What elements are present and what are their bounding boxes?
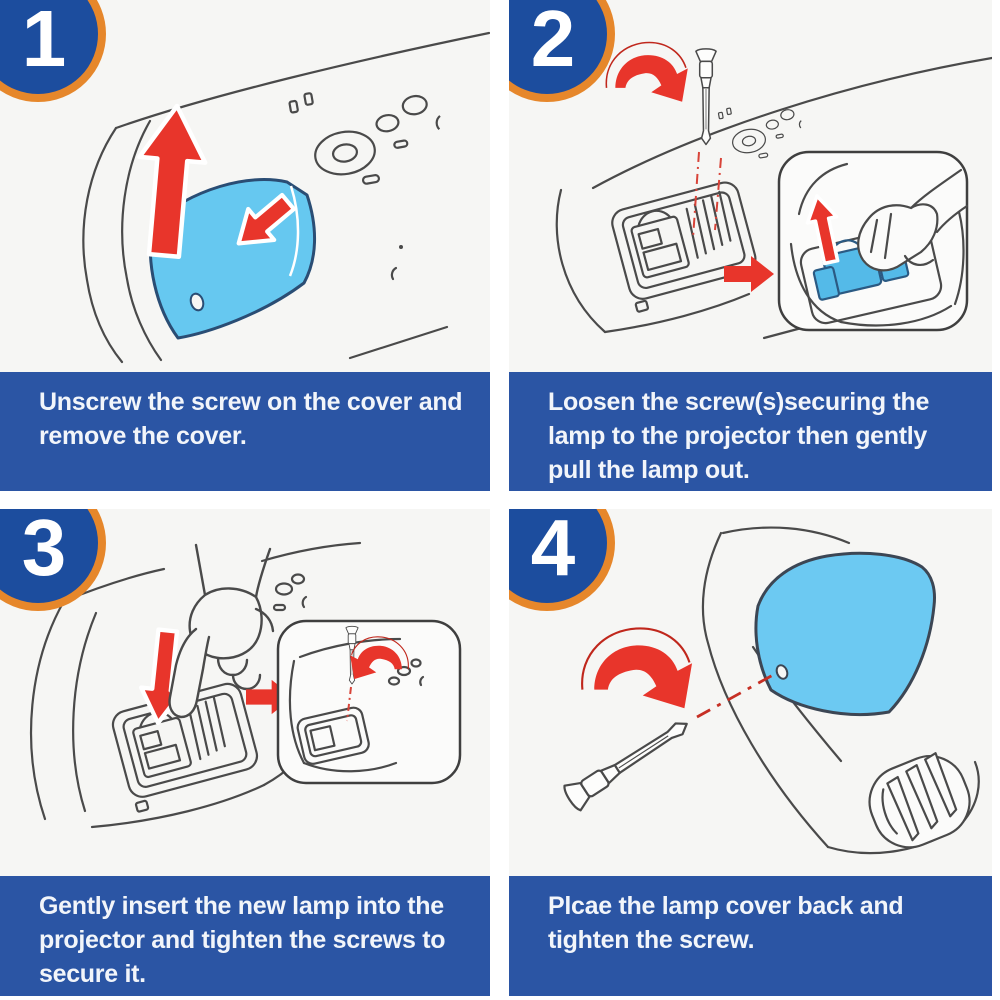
step-number: 3	[21, 509, 67, 592]
step-number: 4	[530, 509, 576, 592]
lamp-compartment	[609, 179, 761, 312]
vent-grille	[859, 745, 981, 858]
screw-dot	[399, 245, 403, 249]
control-buttons	[288, 72, 449, 195]
step-caption: Loosen the screw(s)securing the lamp to the projector then gently pull the lamp out.	[509, 372, 992, 491]
screwdriver-icon	[696, 49, 716, 145]
step-caption: Plcae the lamp cover back and tighten the screw.	[509, 876, 992, 996]
inset-detail	[779, 152, 967, 330]
screw-guide-dashes	[697, 675, 773, 717]
step-caption: Gently insert the new lamp into the projector and tighten the screws to secure it.	[0, 876, 490, 996]
control-buttons	[274, 575, 306, 611]
inset-detail	[278, 621, 460, 783]
step-panel-2	[509, 0, 992, 491]
rotate-arrow-icon	[606, 43, 687, 102]
lamp-cover	[756, 553, 935, 714]
step-caption: Unscrew the screw on the cover and remove the cover.	[0, 372, 490, 491]
step-number: 1	[21, 0, 67, 83]
step-panel-4	[509, 509, 992, 996]
rotate-arrow-icon	[582, 628, 692, 708]
screwdriver-icon	[562, 711, 695, 812]
step-panel-1	[0, 0, 490, 491]
step-panel-3	[0, 509, 490, 996]
step-number: 2	[530, 0, 576, 83]
